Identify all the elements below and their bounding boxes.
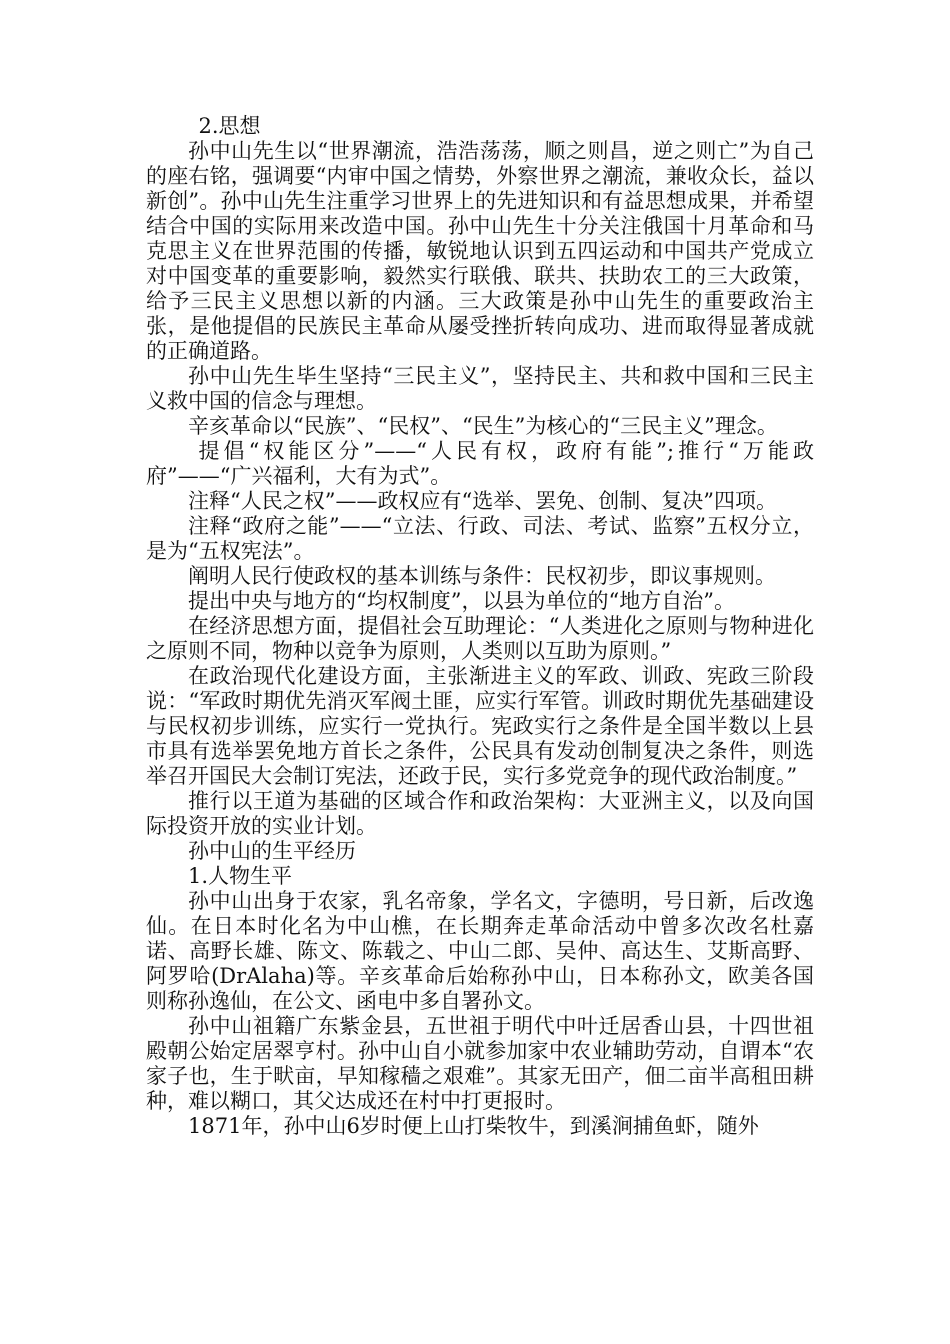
paragraph-childhood: 1871年，孙中山6岁时便上山打柴牧牛，到溪涧捕鱼虾，随外	[188, 1114, 759, 1138]
paragraph-motto: 孙中山先生以“世界潮流，浩浩荡荡，顺之则昌，逆之则亡”为自己的座右铭，强调要“内审中国之情势，外察世界之潮流，兼收众长，益以新创”。孙中山先生注重学习世界上的先进知识和有益思想成果，并希望结合中国的实际用来改造中国。孙中山先生十分关注俄国十月革命和马克思主义在世界范围的传播，敏锐地认识到五四运动和中国共产党成立对中国变革的重要影响，毅然实行联俄、联共、扶助农工的三大政策，给予三民主义思想以新的内涵。三大政策是孙中山先生的重要政治主张，是他提倡的民族民主革命从屡受挫折转向成功、进而取得显著成就的正确道路。	[146, 139, 814, 363]
section-heading-thought: 2.思想	[198, 114, 261, 138]
document-body	[146, 114, 814, 1139]
paragraph-economic-thought: 在经济思想方面，提倡社会互助理论：“人类进化之原则与物种进化之原则不同，物种以竞争为原则，人类则以互助为原则。”	[146, 614, 814, 663]
section-heading-life: 孙中山的生平经历	[188, 839, 356, 863]
paragraph-civil-training: 阐明人民行使政权的基本训练与条件：民权初步，即议事规则。	[188, 564, 776, 588]
paragraph-balanced-powers: 提出中央与地方的“均权制度”，以县为单位的“地方自治”。	[188, 589, 735, 613]
paragraph-names: 孙中山出身于农家，乳名帝象，学名文，字德明，号日新，后改逸仙。在日本时化名为中山樵，在长期奔走革命活动中曾多次改名杜嘉诺、高野长雄、陈文、陈载之、中山二郎、吴仲、高达生、艾斯高野、阿罗哈(DrAlaha)等。辛亥革命后始称孙中山，日本称孙文，欧美各国则称孙逸仙，在公文、函电中多自署孙文。	[146, 889, 814, 1013]
subheading-biography: 1.人物生平	[188, 864, 293, 888]
paragraph-pan-asianism: 推行以王道为基础的区域合作和政治架构：大亚洲主义，以及向国际投资开放的实业计划。	[146, 789, 814, 838]
paragraph-xinhai: 辛亥革命以“民族”、“民权”、“民生”为核心的“三民主义”理念。	[188, 414, 778, 438]
paragraph-people-rights: 注释“人民之权”——政权应有“选举、罢免、创制、复决”四项。	[188, 489, 777, 513]
paragraph-three-stages: 在政治现代化建设方面，主张渐进主义的军政、训政、宪政三阶段说：“军政时期优先消灭军阀土匪，应实行军管。训政时期优先基础建设与民权初步训练，应实行一党执行。宪政实行之条件是全国半数以上县市具有选举罢免地方首长之条件，公民具有发动创制复决之条件，则选举召开国民大会制订宪法，还政于民，实行多党竞争的现代政治制度。”	[146, 664, 814, 788]
paragraph-government-abilities: 注释“政府之能”——“立法、行政、司法、考试、监察”五权分立，是为“五权宪法”。	[146, 514, 814, 563]
paragraph-three-principles: 孙中山先生毕生坚持“三民主义”，坚持民主、共和救中国和三民主义救中国的信念与理想。	[146, 364, 814, 413]
paragraph-ancestry: 孙中山祖籍广东紫金县，五世祖于明代中叶迁居香山县，十四世祖殿朝公始定居翠亨村。孙中山自小就参加家中农业辅助劳动，自谓本“农家子也，生于畎亩，早知稼穑之艰难”。其家无田产，佃二亩半高租田耕种，难以糊口，其父达成还在村中打更报时。	[146, 1014, 814, 1113]
paragraph-power-division: 提倡“权能区分”——“人民有权，政府有能”;推行“万能政府”——“广兴福利，大有为式”。	[146, 439, 814, 488]
